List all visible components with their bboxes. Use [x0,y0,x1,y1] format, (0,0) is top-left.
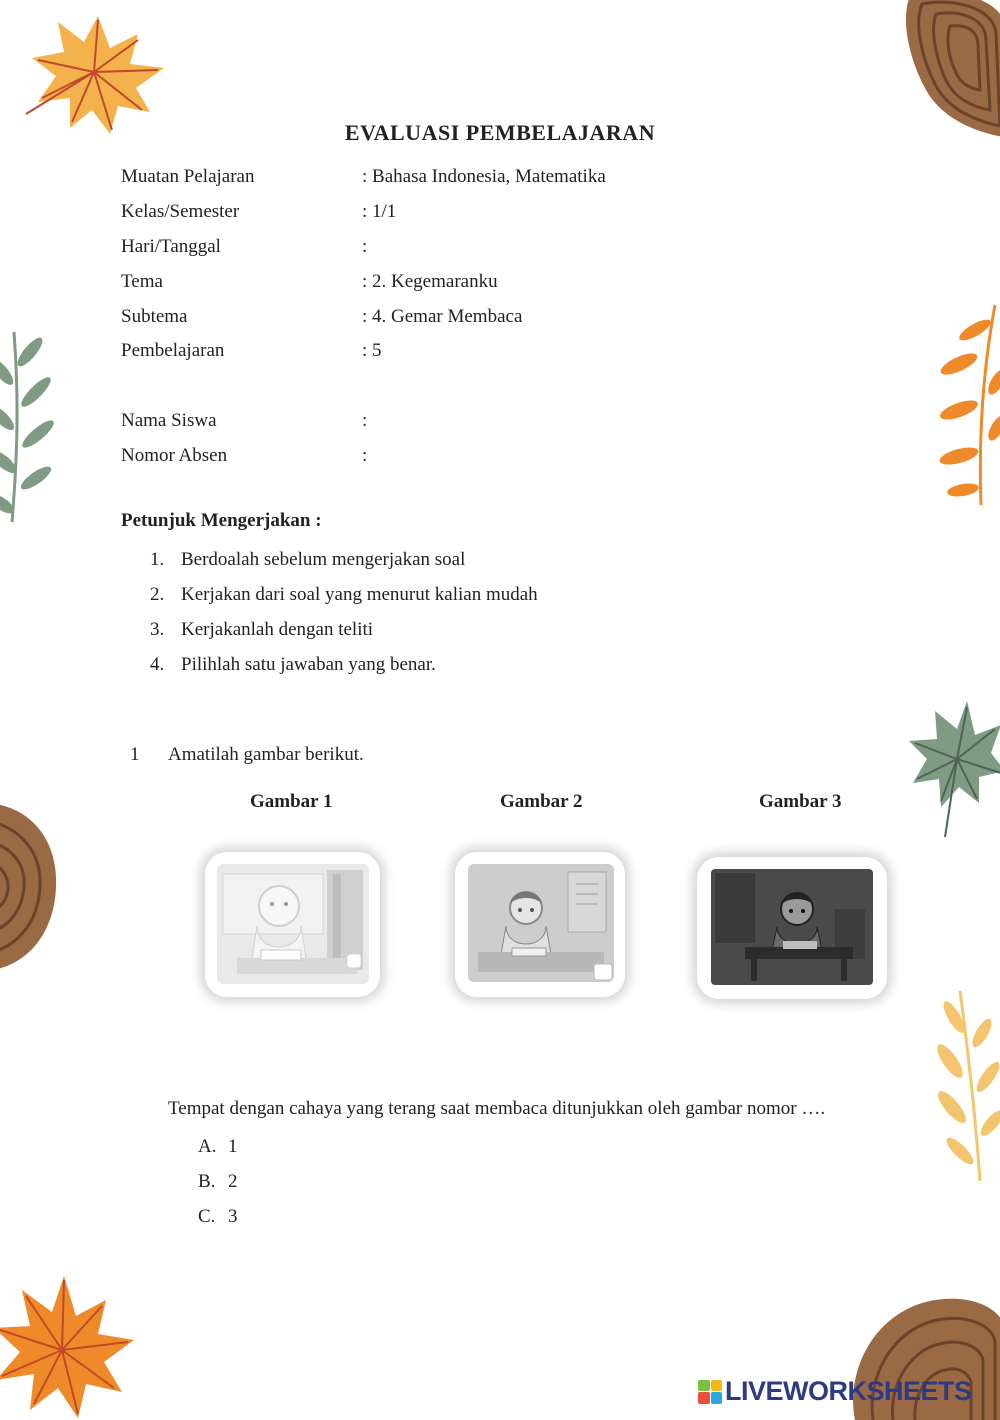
maple-leaf-icon [0,1270,144,1420]
fern-branch-icon [920,985,1000,1185]
info-label: Hari/Tanggal [121,235,221,257]
item-text: Kerjakanlah dengan teliti [181,618,374,640]
figure-label-2: Gambar 2 [500,791,583,812]
instructions-list [150,543,538,682]
info-row [121,264,606,299]
reading-child-image [711,869,873,985]
reading-child-image [468,864,614,982]
item-number: 1. [150,549,165,571]
info-value: : [362,235,368,257]
info-value: : Bahasa Indonesia, Matematika [362,166,606,188]
info-row [121,230,606,265]
info-row [121,334,606,369]
student-row [121,438,606,473]
list-item [150,578,538,613]
item-text: Kerjakan dari soal yang menurut kalian mudah [181,584,538,606]
option-text: 3 [228,1205,238,1227]
option-text: 1 [228,1136,238,1158]
info-label: Pembelajaran [121,340,225,362]
question-prompt: Amatilah gambar berikut. [168,744,364,765]
option-letter: C. [198,1205,216,1227]
student-value: : [362,409,368,431]
maple-leaf-icon [905,695,1000,840]
option-a[interactable] [198,1130,238,1165]
liveworksheets-logo-icon [698,1380,722,1404]
info-label: Kelas/Semester [121,201,240,223]
info-value: : 2. Kegemaranku [362,270,498,292]
info-block [121,160,606,473]
list-item [150,647,538,682]
option-letter: B. [198,1171,216,1193]
answer-options [198,1130,238,1234]
figure-label-3: Gambar 3 [759,791,842,812]
instructions-title: Petunjuk Mengerjakan : [121,510,322,531]
picture-2 [455,852,625,997]
option-text: 2 [228,1171,238,1193]
info-row [121,195,606,230]
option-c[interactable] [198,1200,238,1235]
student-label: Nomor Absen [121,444,228,466]
picture-1 [205,852,380,997]
item-text: Berdoalah sebelum mengerjakan soal [181,549,466,571]
info-label: Subtema [121,305,188,327]
info-row [121,160,606,195]
fern-branch-icon [0,322,60,532]
picture-3 [697,857,887,999]
option-b[interactable] [198,1165,238,1200]
info-value: : 5 [362,340,382,362]
list-item [150,543,538,578]
liveworksheets-watermark[interactable] [698,1376,972,1407]
item-number: 2. [150,584,165,606]
item-number: 3. [150,618,165,640]
figure-label-1: Gambar 1 [250,791,333,812]
spacer [121,369,606,404]
fern-branch-icon [935,300,1000,510]
student-label: Nama Siswa [121,409,217,431]
wood-slice-icon [0,795,66,975]
item-number: 4. [150,653,165,675]
question-text: Tempat dengan cahaya yang terang saat membaca ditunjukkan oleh gambar nomor …. [168,1098,826,1119]
info-row [121,299,606,334]
wood-slice-icon [900,0,1000,140]
item-text: Pilihlah satu jawaban yang benar. [181,653,436,675]
info-label: Tema [121,270,163,292]
reading-child-image [217,864,369,984]
student-value: : [362,444,368,466]
info-value: : 4. Gemar Membaca [362,305,523,327]
info-value: : 1/1 [362,201,397,223]
watermark-text: LIVEWORKSHEETS [725,1376,972,1406]
option-letter: A. [198,1136,217,1158]
question-number: 1 [130,744,140,765]
info-label: Muatan Pelajaran [121,166,255,188]
student-row [121,404,606,439]
page-title: EVALUASI PEMBELAJARAN [344,120,656,145]
list-item [150,613,538,648]
